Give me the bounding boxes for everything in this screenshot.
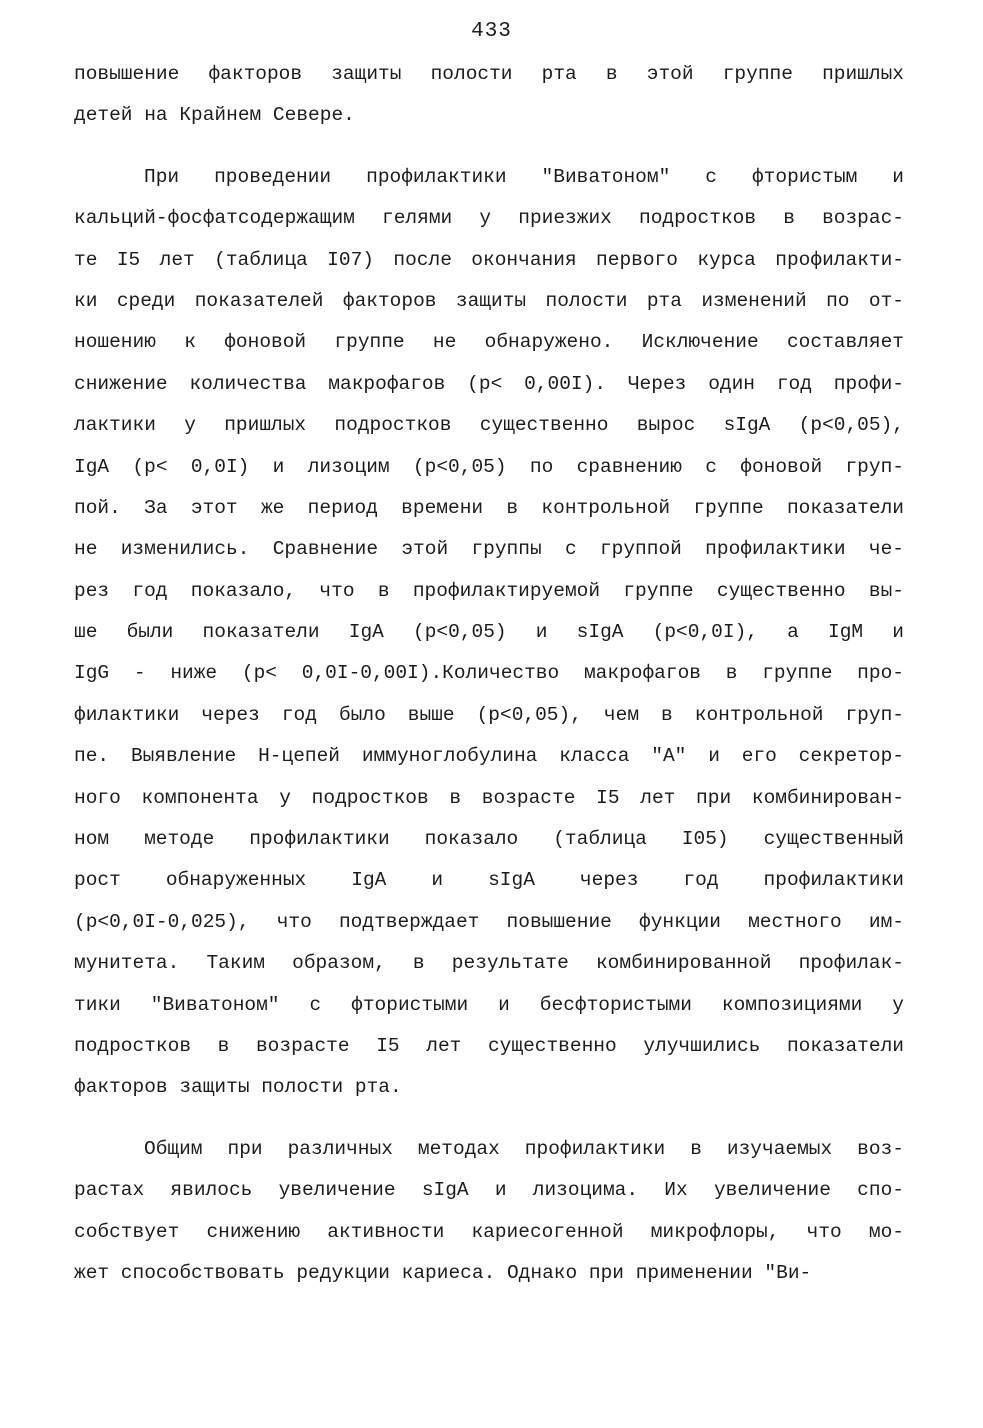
document-body [74,54,904,1294]
text-line: снижение количества макрофагов (p< 0,00I). Через один год профи- [74,372,904,395]
text-line: лактики у пришлых подростков существенно вырос sIgA (p<0,05), [74,414,904,437]
page-number: 433 [471,20,512,43]
paragraph-gap [74,137,904,157]
text-line: рост обнаруженных IgA и sIgA через год профилактики [74,869,904,892]
text-line: факторов защиты полости рта. [74,1076,402,1099]
text-line: Общим при различных методах профилактики в изучаемых воз- [144,1137,904,1160]
text-line: филактики через год было выше (p<0,05), чем в контрольной груп- [74,703,904,726]
text-line: рез год показало, что в профилактируемой группе существенно вы- [74,579,904,602]
text-line: повышение факторов защиты полости рта в этой группе пришлых [74,63,904,85]
text-line: мунитета. Таким образом, в результате комбинированной профилак- [74,952,904,975]
text-line: жет способствовать редукции кариеса. Однако при применении "Ви- [74,1261,812,1284]
text-line: те I5 лет (таблица I07) после окончания первого курса профилакти- [74,248,904,271]
text-line: подростков в возрасте I5 лет существенно улучшились показатели [74,1034,904,1057]
text-line: ношению к фоновой группе не обнаружено. Исключение составляет [74,331,904,354]
text-line: ше были показатели IgA (p<0,05) и sIgA (p<0,0I), а IgM и [74,621,904,644]
text-line: кальций-фосфатсодержащим гелями у приезжих подростков в возрас- [74,207,904,230]
paragraph [74,54,904,137]
text-line: детей на Крайнем Севере. [74,104,355,127]
text-line: IgG - ниже (p< 0,0I-0,00I).Количество макрофагов в группе про- [74,662,904,685]
text-line: ки среди показателей факторов защиты полости рта изменений по от- [74,289,904,312]
text-line: пой. За этот же период времени в контрольной группе показатели [74,496,904,519]
text-line: растах явилось увеличение sIgA и лизоцима. Их увеличение спо- [74,1179,904,1202]
text-line: пе. Выявление H-цепей иммуноглобулина класса "A" и его секретор- [74,745,904,768]
text-line: тики "Виватоном" с фтористыми и бесфтористыми композициями у [74,993,904,1016]
paragraph-gap [74,1109,904,1129]
paragraph [74,1129,904,1295]
text-line: собствует снижению активности кариесогенной микрофлоры, что мо- [74,1220,904,1243]
text-line: При проведении профилактики "Виватоном" с фтористым и [144,165,904,188]
text-line: (p<0,0I-0,025), что подтверждает повышение функции местного им- [74,910,904,933]
text-line: не изменились. Сравнение этой группы с группой профилактики че- [74,538,904,561]
text-line: IgA (p< 0,0I) и лизоцим (p<0,05) по сравнению с фоновой груп- [74,455,904,478]
text-line: ном методе профилактики показало (таблица I05) существенный [74,828,904,851]
text-line: ного компонента у подростков в возрасте I5 лет при комбинирован- [74,786,904,809]
paragraph [74,157,904,1109]
